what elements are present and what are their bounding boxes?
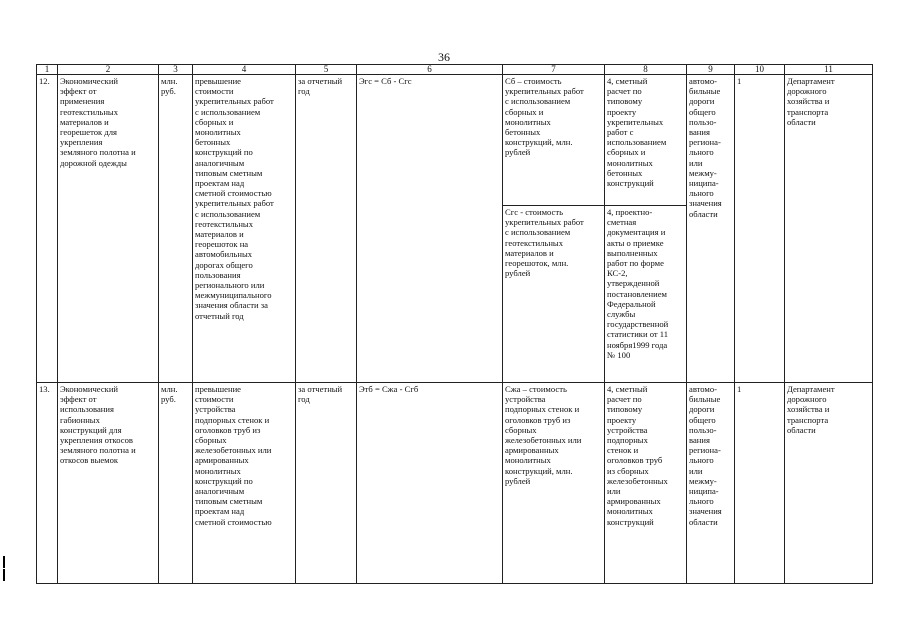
formula: Эгс = Сб - Сгс [357,75,503,383]
variable-description: Сжа – стоимость устройства подпорных стенок и оголовков труб из сборных железобетонных или армированных монолитных конструкций, млн. рублей [503,383,605,584]
column-number: 5 [296,65,357,75]
territory: автомо- бильные дороги общего пользо- вания региона- льного или межму- ниципа- льного значения области [687,383,735,584]
column-number: 7 [503,65,605,75]
column-10-value: 1 [735,383,785,584]
column-10-value: 1 [735,75,785,383]
column-number-row [37,65,873,75]
column-number: 4 [193,65,296,75]
row-number: 12. [37,75,58,383]
territory: автомо- бильные дороги общего пользо- вания региона- льного или межму- ниципа- льного значения области [687,75,735,383]
unit: млн. руб. [159,383,193,584]
variable-description: Сгс - стоимость укрепительных работ с использованием геотекстильных материалов и георешоток, млн. рублей [503,206,605,383]
indicator-name: Экономический эффект от применения геотекстильных материалов и георешеток для укрепления земляного полотна и дорожной одежды [58,75,159,383]
column-number: 3 [159,65,193,75]
column-number: 6 [357,65,503,75]
data-source: 4, проектно- сметная документация и акты о приемке выполненных работ по форме КС-2, утвержденной постановлением Федеральной службы государственной статистики от 11 ноября1999 года № 100 [605,206,687,383]
column-number: 1 [37,65,58,75]
row-number: 13. [37,383,58,584]
column-number: 11 [785,65,873,75]
column-number: 9 [687,65,735,75]
indicator-definition: превышение стоимости укрепительных работ с использованием сборных и монолитных бетонных конструкций по аналогичным типовым сметным проектам над сметной стоимостью укрепительных работ с использованием геотекстильных материалов и георешоток на автомобильных дорогах общего пользования регионального или межмуниципального значения области за отчетный год [193,75,296,383]
table-row [37,75,873,206]
indicator-definition: превышение стоимости устройства подпорных стенок и оголовков труб из сборных железобетонных или армированных монолитных конструкций по аналогичным типовым сметным проектам над сметной стоимостью [193,383,296,584]
table-row [37,383,873,584]
data-source: 4, сметный расчет по типовому проекту укрепительных работ с использованием сборных и монолитных бетонных конструкций [605,75,687,206]
formula: Этб = Сжа - Сгб [357,383,503,584]
unit: млн. руб. [159,75,193,383]
period: за отчетный год [296,383,357,584]
page-number: 36 [438,50,450,64]
data-source: 4, сметный расчет по типовому проекту устройства подпорных стенок и оголовков труб из сборных железобетонных или армированных монолитных конструкций [605,383,687,584]
variable-description: Сб – стоимость укрепительных работ с использованием сборных и монолитных бетонных конструкций, млн. рублей [503,75,605,206]
scan-margin-mark [3,569,5,581]
responsible-body: Департамент дорожного хозяйства и транспорта области [785,383,873,584]
scan-margin-mark [3,556,5,568]
column-number: 8 [605,65,687,75]
responsible-body: Департамент дорожного хозяйства и транспорта области [785,75,873,383]
period: за отчетный год [296,75,357,383]
indicator-table [36,64,873,584]
indicator-name: Экономический эффект от использования габионных конструкций для укрепления откосов земляного полотна и откосов выемок [58,383,159,584]
column-number: 10 [735,65,785,75]
column-number: 2 [58,65,159,75]
